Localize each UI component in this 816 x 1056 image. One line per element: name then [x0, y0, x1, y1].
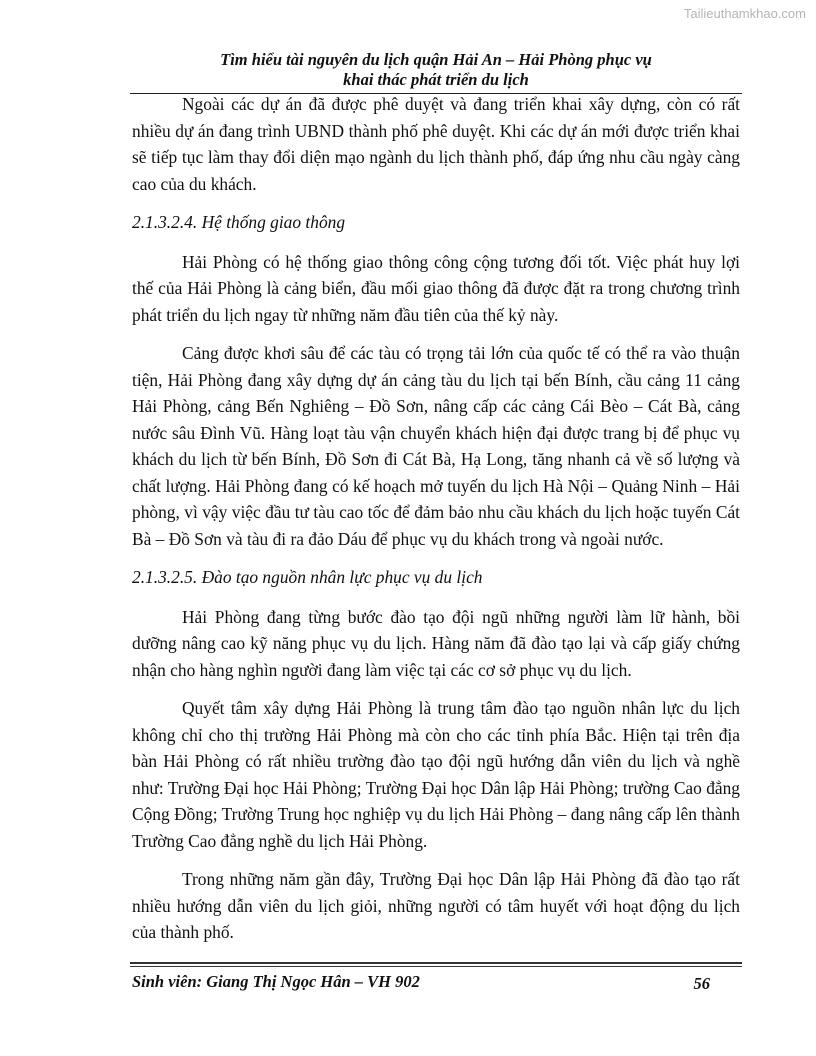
paragraph-4: Hải Phòng đang từng bước đào tạo đội ngũ những người làm lữ hành, bồi dưỡng nâng cao kỹ năng phục vụ du lịch. Hàng năm đã đào tạo lại và cấp giấy chứng nhận cho hàng nghìn người đang làm việc tại các cơ sở phục vụ du lịch. — [132, 606, 740, 680]
paragraph-3: Cảng được khơi sâu để các tàu có trọng tải lớn của quốc tế có thể ra vào thuận tiện, Hải Phòng đang xây dựng dự án cảng tàu du lịch tại bến Bính, cầu cảng 11 cảng Hải Phòng, cảng Bến Nghiêng – Đồ Sơn, nâng cấp các cảng Cái Bèo – Cát Bà, cảng nước sâu Đình Vũ. Hàng loạt tàu vận chuyển khách hiện đại được trang bị để phục vụ khách du lịch từ bến Bính, Đồ Sơn đi Cát Bà, Hạ Long, tăng nhanh cả về số lượng và chất lượng. Hải Phòng đang có kế hoạch mở tuyến du lịch Hà Nội – Quảng Ninh – Hải phòng, vì vậy việc đầu tư tàu cao tốc để đảm bảo nhu cầu khách du lịch hoặc tuyến Cát Bà – Đồ Sơn và tàu đi ra đảo Dáu để phục vụ du khách trong và ngoài nước. — [132, 343, 740, 549]
footer-divider-thin — [130, 966, 742, 967]
page-header — [130, 50, 742, 90]
footer-student: Sinh viên: Giang Thị Ngọc Hân – VH 902 — [132, 972, 420, 991]
header-title-line2: khai thác phát triển du lịch — [343, 70, 529, 89]
paragraph-1: Ngoài các dự án đã được phê duyệt và đang triển khai xây dựng, còn có rất nhiều dự án đang trình UBND thành phố phê duyệt. Khi các dự án mới được triển khai sẽ tiếp tục làm thay đổi diện mạo ngành du lịch thành phố, đáp ứng nhu cầu ngày càng cao của du khách. — [132, 94, 740, 194]
section-heading-transport: 2.1.3.2.4. Hệ thống giao thông — [132, 212, 346, 232]
section-heading-training: 2.1.3.2.5. Đào tạo nguồn nhân lực phục vụ du lịch — [132, 567, 483, 587]
document-body — [132, 91, 740, 958]
page-number: 56 — [693, 974, 710, 993]
paragraph-2: Hải Phòng có hệ thống giao thông công cộng tương đối tốt. Việc phát huy lợi thế của Hải Phòng là cảng biển, đầu mối giao thông đã được đặt ra trong chương trình phát triển du lịch ngay từ những năm đầu tiên của thế kỷ này. — [132, 251, 740, 325]
header-title-line1: Tìm hiểu tài nguyên du lịch quận Hải An – Hải Phòng phục vụ — [220, 50, 652, 69]
watermark: Tailieuthamkhao.com — [683, 6, 806, 21]
paragraph-6: Trong những năm gần đây, Trường Đại học Dân lập Hải Phòng đã đào tạo rất nhiều hướng dẫn viên du lịch giỏi, những người có tâm huyết với hoạt động du lịch của thành phố. — [132, 869, 740, 942]
footer-divider — [130, 962, 742, 964]
paragraph-5: Quyết tâm xây dựng Hải Phòng là trung tâm đào tạo nguồn nhân lực du lịch không chỉ cho thị trường Hải Phòng mà còn cho các tỉnh phía Bắc. Hiện tại trên địa bàn Hải Phòng có rất nhiều trường đào tạo đội ngũ hướng dẫn viên du lịch và nghề như: Trường Đại học Hải Phòng; Trường Đại học Dân lập Hải Phòng; trường Cao đẳng Cộng Đồng; Trường Trung học nghiệp vụ du lịch Hải Phòng – đang nâng cấp lên thành Trường Cao đẳng nghề du lịch Hải Phòng. — [132, 698, 740, 851]
